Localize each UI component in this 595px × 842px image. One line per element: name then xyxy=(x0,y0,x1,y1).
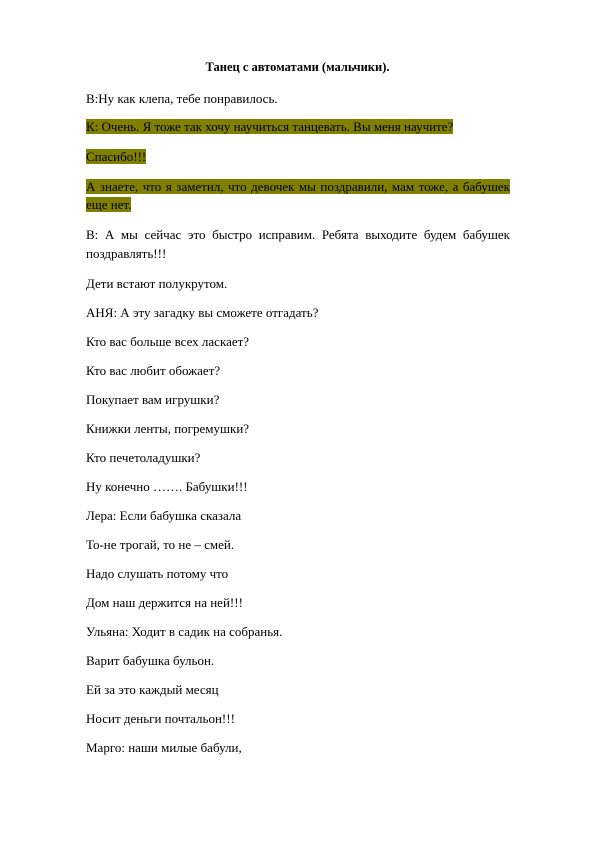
paragraph-text: АНЯ: А эту загадку вы сможете отгадать? xyxy=(86,305,319,320)
paragraph-5 xyxy=(86,225,510,263)
paragraph-text: Марго: наши милые бабули, xyxy=(86,740,242,755)
paragraph-text: Кто вас больше всех ласкает? xyxy=(86,334,250,349)
paragraph-2 xyxy=(86,119,510,135)
paragraph-text: Ей за это каждый месяц xyxy=(86,682,219,697)
paragraph-6 xyxy=(86,276,510,292)
paragraph-text: Кто вас любит обожает? xyxy=(86,363,221,378)
paragraph-15 xyxy=(86,537,510,553)
paragraph-16 xyxy=(86,566,510,582)
paragraph-text: Книжки ленты, погремушки? xyxy=(86,421,250,436)
paragraph-19 xyxy=(86,653,510,669)
paragraph-14 xyxy=(86,508,510,524)
paragraph-text: Надо слушать потому что xyxy=(86,566,229,581)
paragraph-text: Варит бабушка бульон. xyxy=(86,653,215,668)
paragraph-text: Покупает вам игрушки? xyxy=(86,392,220,407)
paragraph-13 xyxy=(86,479,510,495)
paragraph-text: Ну конечно ……. Бабушки!!! xyxy=(86,479,248,494)
paragraph-7 xyxy=(86,305,510,321)
paragraph-8 xyxy=(86,334,510,350)
paragraph-text: Дети встают полукрутом. xyxy=(86,276,228,291)
paragraph-21 xyxy=(86,711,510,727)
paragraph-text: Носит деньги почтальон!!! xyxy=(86,711,235,726)
paragraph-12 xyxy=(86,450,510,466)
paragraph-4 xyxy=(86,178,510,214)
paragraph-text: Кто печетоладушки? xyxy=(86,450,201,465)
paragraph-3 xyxy=(86,149,510,165)
paragraph-text: То-не трогай, то не – смей. xyxy=(86,537,235,552)
paragraph-text: Дом наш держится на ней!!! xyxy=(86,595,243,610)
paragraph-11 xyxy=(86,421,510,437)
paragraph-20 xyxy=(86,682,510,698)
highlighted-text: К: Очень. Я тоже так хочу научиться танцевать. Вы меня научите? xyxy=(86,119,454,134)
paragraph-17 xyxy=(86,595,510,611)
paragraph-9 xyxy=(86,363,510,379)
paragraph-1 xyxy=(86,91,510,107)
paragraph-10 xyxy=(86,392,510,408)
paragraph-text: В: А мы сейчас это быстро исправим. Ребята выходите будем бабушек поздравлять!!! xyxy=(86,227,510,261)
document-title: Танец с автоматами (мальчики). xyxy=(205,60,390,74)
highlighted-text: Спасибо!!! xyxy=(86,149,147,164)
paragraph-18 xyxy=(86,624,510,640)
paragraph-text: Ульяна: Ходит в садик на собранья. xyxy=(86,624,283,639)
paragraph-text: В:Ну как клепа, тебе понравилось. xyxy=(86,91,278,106)
paragraph-22 xyxy=(86,740,510,756)
highlighted-text: А знаете, что я заметил, что девочек мы поздравили, мам тоже, а бабушек еще нет. xyxy=(86,179,510,212)
paragraph-text: Лера: Если бабушка сказала xyxy=(86,508,242,523)
